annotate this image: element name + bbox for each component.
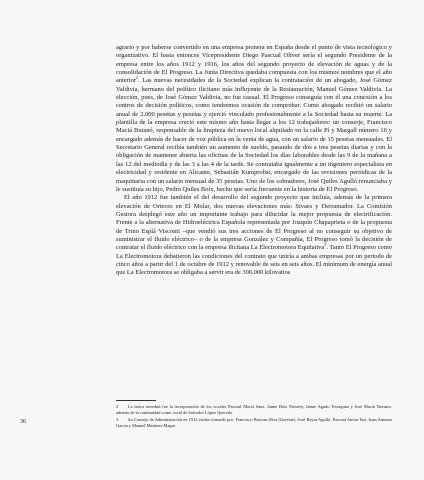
paragraph-2 [116, 194, 392, 277]
footnote-3-number: 3 [116, 417, 119, 423]
footnote-2-number: 2 [116, 404, 119, 409]
paragraph-2-text-start: El año 1912 fue también el del desarrollo del segundo proyecto que incluía, además de la primera elevación de Orteces en El Molar, dos nuevas elevaciones más: Sivaes y Derramador. La Comisión Gestora desplegó este año un importante trabajo para dilucidar la mejor propuesta de electrificación. Frente a la alternativa de Hidroeléctrica Española representada por Joaquín Chapaprieta o de la propuesta de Trino Esplá Visconti –que vendió sus tres acciones de El Progreso al no conseguir su objetivo de suministrar el fluido eléctrico– o de la empresa González y Compañía, El Progreso tomó la decisión de contratar el fluido eléctrico con la empresa ilicitana La Electromotora Equitativa [116, 194, 392, 252]
footnotes [116, 404, 392, 430]
paragraph-2-text-end: . Tanto El Progreso como La Electromotora debatieron las condiciones del contrato que uniría a ambas empresas por un periodo de cinco años a partir del 1 de octubre de 1912 y renovable de seis en seis años. El mínimum de energía anual que La Electromotora se obligaba a servir era de 300.000 kilovatios [116, 244, 392, 277]
footnote-divider [116, 400, 156, 401]
paragraph-1 [116, 44, 392, 194]
footnote-ref-2[interactable]: 2 [136, 75, 139, 81]
page-number: 36 [20, 419, 26, 425]
footnote-3-text: Su Consejo de Administración en 1912 estaba formado por: Francisco Brotons Riva (Gerente), José Bayra Agulló, Pascual Anton Tari, Juan Antonio García y Manuel Martínez Magro. [116, 417, 392, 429]
footnote-2 [116, 404, 392, 417]
body-text [116, 44, 392, 278]
paragraph-1-text-start: agrario y por haberse convertido en una empresa pionera en España desde el punto de vista tecnológico y organizativo. El hasta entonces Vicepresidente Diego Pascual Oliver sería el segundo Presidente de la empresa entre los años 1912 y 1916, los años del segundo proyecto de elevación de aguas y de la consolidación de El Progreso. La Junta Directiva quedaba compuesta con los mismos nombres que el año anterior [116, 44, 392, 85]
footnote-ref-3[interactable]: 3 [324, 242, 327, 248]
footnote-2-text: La única novedad fue la incorporación de los vocales Pascual Maciá Sans, Jaime Boix Primery, Jaime Agudo Terraguna y José Macià Navarro, además de la continuidad como vocal de Salvador López Quereda. [116, 404, 392, 416]
paragraph-1-text-end: . Las nuevas necesidades de la Sociedad explican la contratación de un abogado, José Gómez Valdivia, hermano del político ilicitano más influyente de la Restauración, Manuel Gómez Valdivia. La elección, pues, de José Gómez Valdivia, no fue casual. El Progreso conseguía con él una conexión a los centros de decisión políticos, como tendremos ocasión de comprobar. Como abogado recibió un salario anual de 2.000 pesetas y pesetas y ejerció vinculado profesionalmente a la Sociedad hasta su muerte. La plantilla de la empresa creció este mismo año hasta llegar a los 12 trabajadores: un conserje, Francisco Maciá Butanó, responsable de la limpieza del nuevo local alquilado en la calle Pí y Margall número 16 y encargado además de hacer de voz pública en la venta de agua, con un salario de 15 pesetas mensuales. El Secretario General recibía también un aumento de sueldo, pasando de dos a tres pesetas diarias y con la obligación de mantener abierta las oficinas de la Sociedad los días laborables desde las 9 de la mañana a las 12 del mediodía y de las 3 a las 4 de la tarde. Se contrataba igualmente a un ingeniero especialista en electricidad y residente en Alicante, Sebastián Kumprobst, encargado de las revisiones periódicas de la maquinaria con un salario mensual de 35 pesetas. Uno de los cobradores, José Quiles Agulló renunciaba y le sustituía su hijo, Pedro Quiles Boix, hecho que sería frecuente en la historia de El Progreso. [116, 77, 392, 193]
footnote-3 [116, 417, 392, 430]
